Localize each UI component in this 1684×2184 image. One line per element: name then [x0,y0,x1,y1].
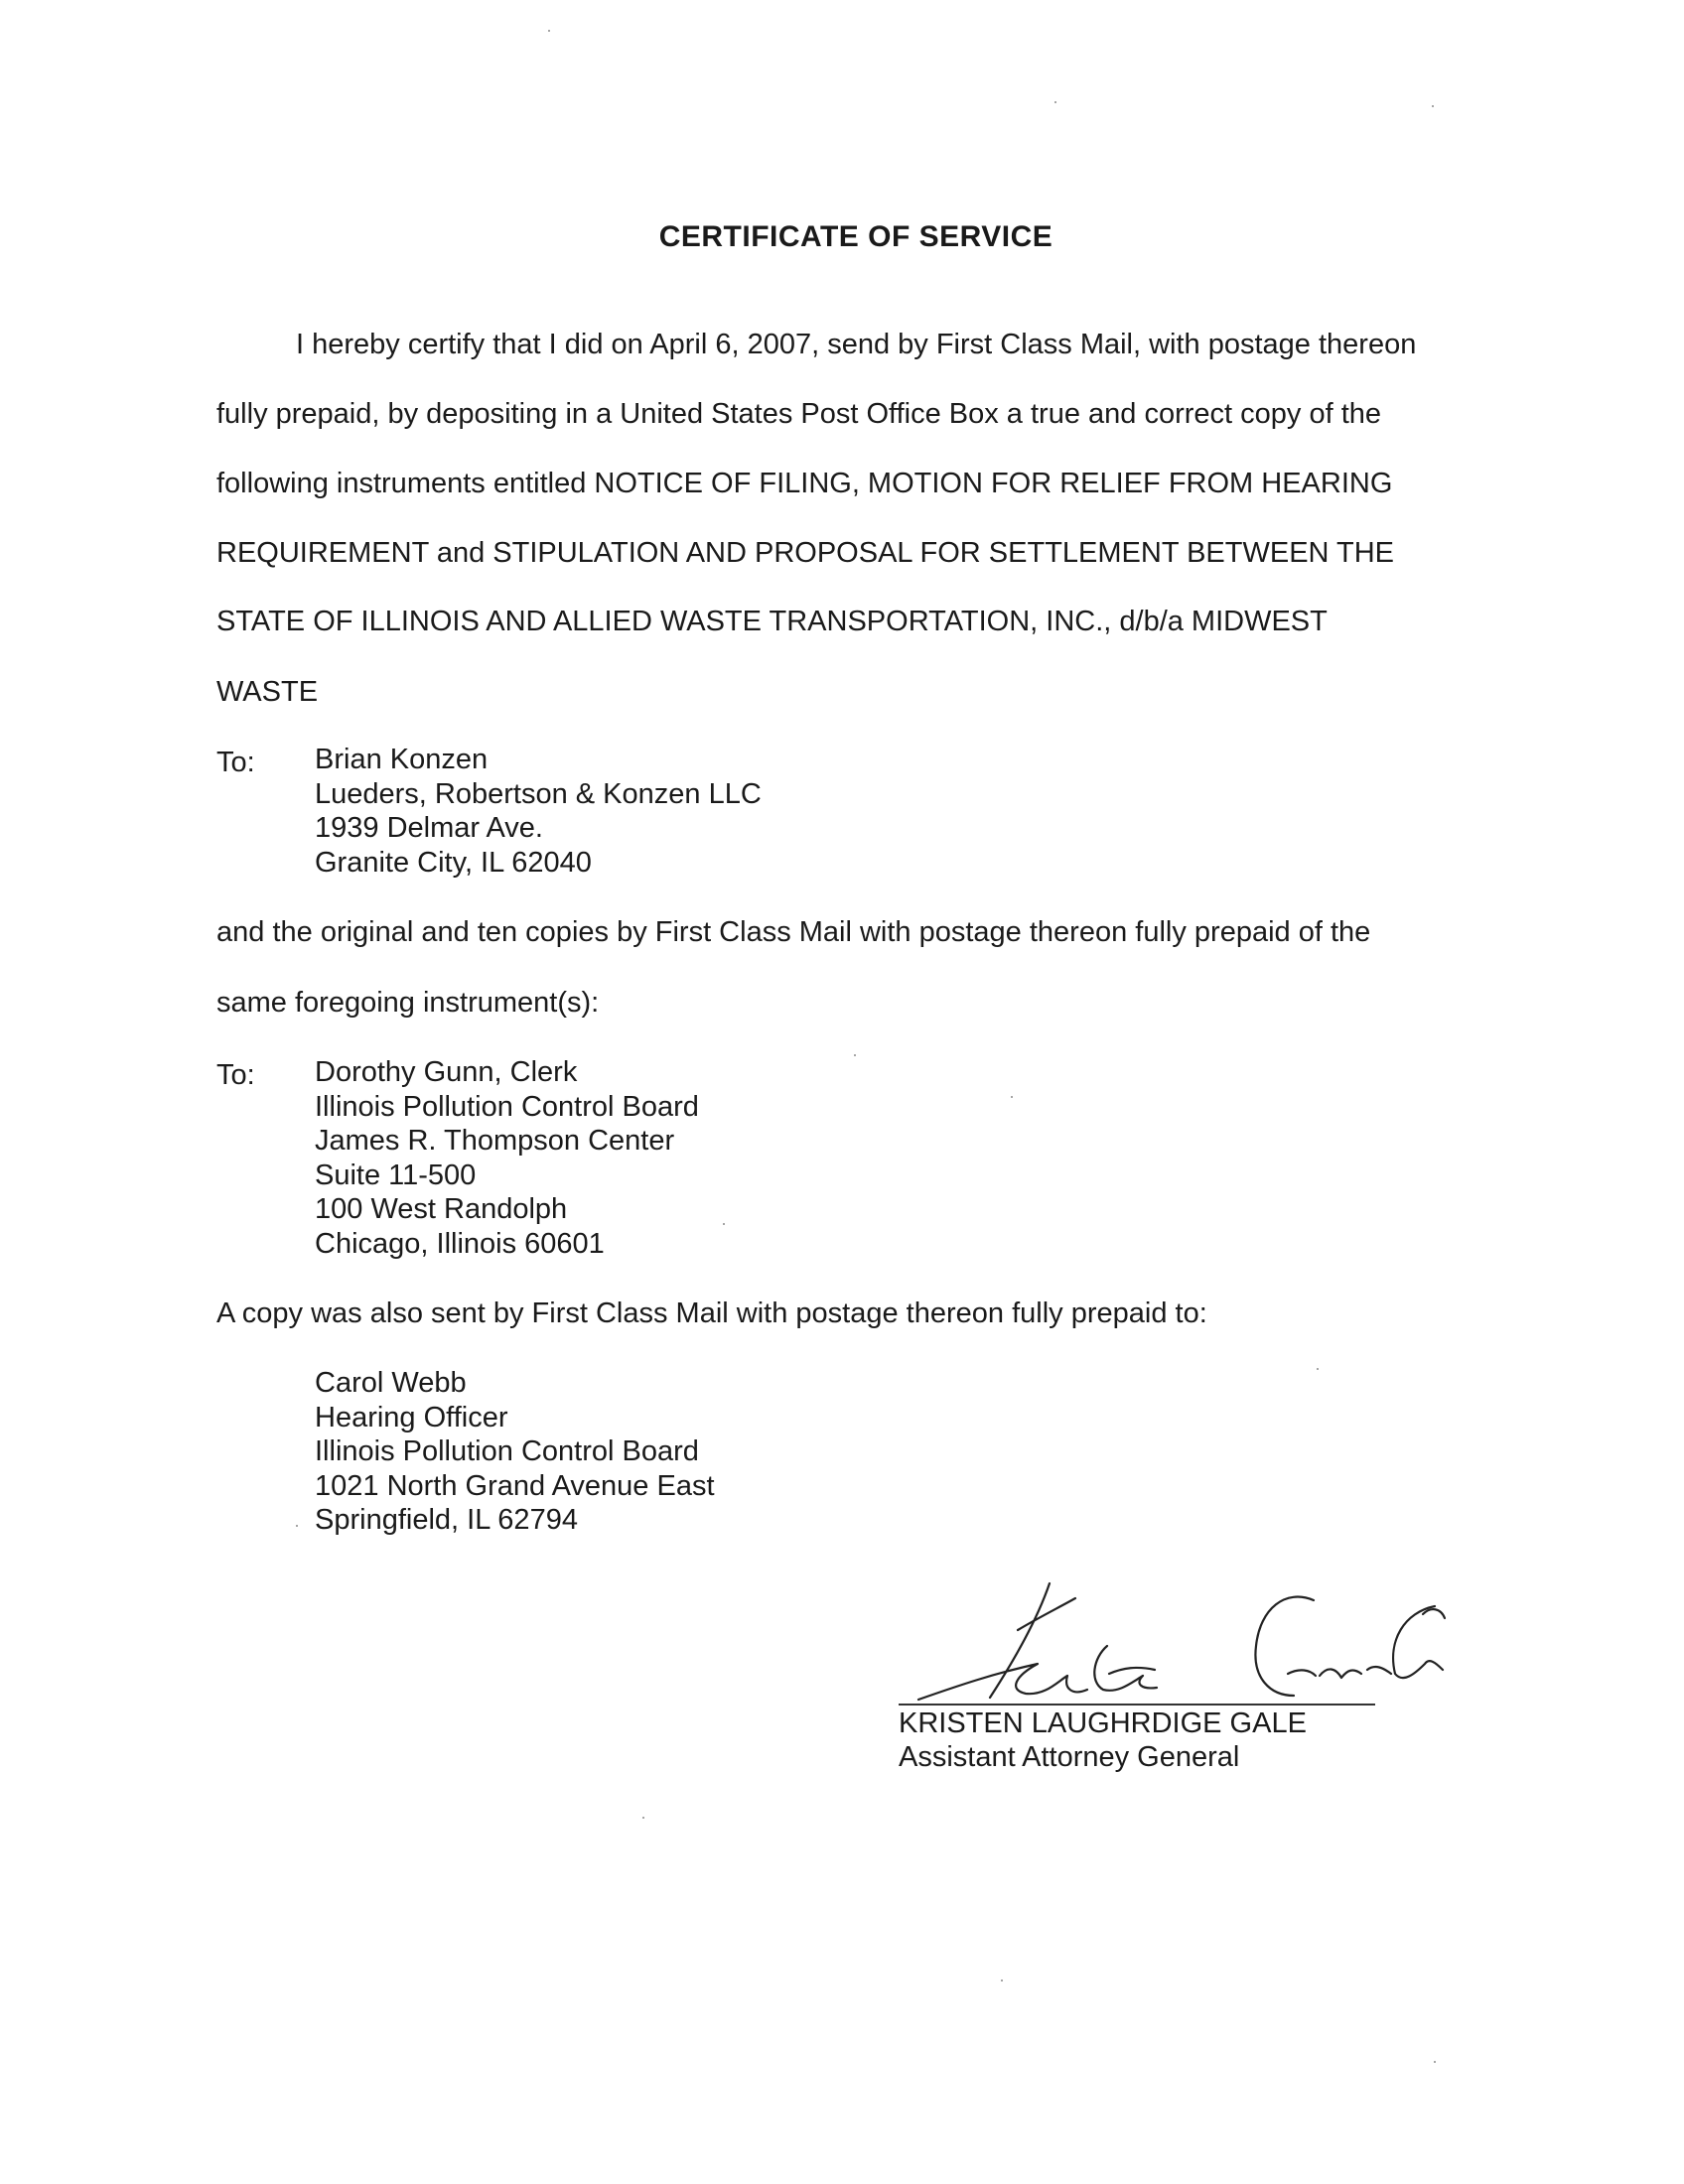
address-line: Hearing Officer [315,1401,508,1433]
address-line: Springfield, IL 62794 [315,1504,578,1537]
address-line: Illinois Pollution Control Board [315,1090,699,1123]
scan-speck [1432,105,1434,107]
recipient-address-block [315,1366,715,1538]
paragraph-line: A copy was also sent by First Class Mail with postage thereon fully prepaid to: [216,1297,1207,1329]
paragraph-line: fully prepaid, by depositing in a United States Post Office Box a true and correct copy of the [216,398,1382,430]
paragraph-line: same foregoing instrument(s): [216,987,600,1019]
scan-speck [1434,2061,1436,2063]
scan-speck [1317,1368,1319,1370]
document-title: CERTIFICATE OF SERVICE [658,220,1053,253]
paragraph-line: and the original and ten copies by First Class Mail with postage thereon fully prepaid of the [216,916,1371,948]
address-line: 1021 North Grand Avenue East [315,1469,715,1502]
signer-title: Assistant Attorney General [899,1741,1240,1773]
recipient-address-block [315,1055,699,1262]
scan-speck [1001,1979,1003,1981]
address-line: James R. Thompson Center [315,1125,675,1158]
address-line: Illinois Pollution Control Board [315,1435,699,1468]
address-line: Carol Webb [315,1367,467,1399]
scan-speck [642,1817,644,1819]
address-line: Granite City, IL 62040 [315,846,592,879]
paragraph-line: REQUIREMENT and STIPULATION AND PROPOSAL FOR SETTLEMENT BETWEEN THE [216,537,1395,569]
paragraph-line: STATE OF ILLINOIS AND ALLIED WASTE TRANSPORTATION, INC., d/b/a MIDWEST [216,606,1328,637]
to-label: To: [216,747,255,778]
scan-speck [854,1054,856,1056]
paragraph-line: WASTE [216,676,319,708]
address-line: 100 West Randolph [315,1193,568,1226]
address-line: Brian Konzen [315,744,489,775]
address-line: Dorothy Gunn, Clerk [315,1056,578,1088]
handwritten-signature [899,1578,1455,1707]
paragraph-line: I hereby certify that I did on April 6, 2007, send by First Class Mail, with postage thereon [296,329,1417,360]
scan-speck [296,1525,298,1527]
to-label: To: [216,1059,255,1091]
address-line: Suite 11-500 [315,1159,477,1191]
recipient-address-block [315,743,762,880]
signer-name: KRISTEN LAUGHRDIGE GALE [899,1707,1307,1739]
address-line: Lueders, Robertson & Konzen LLC [315,777,762,810]
paragraph-line: following instruments entitled NOTICE OF FILING, MOTION FOR RELIEF FROM HEARING [216,468,1393,499]
address-line: Chicago, Illinois 60601 [315,1227,605,1260]
scan-speck [1011,1096,1013,1098]
scan-speck [723,1223,725,1225]
signature-line [899,1704,1375,1706]
address-line: 1939 Delmar Ave. [315,812,543,845]
scan-speck [548,30,550,32]
scan-speck [1054,101,1056,103]
